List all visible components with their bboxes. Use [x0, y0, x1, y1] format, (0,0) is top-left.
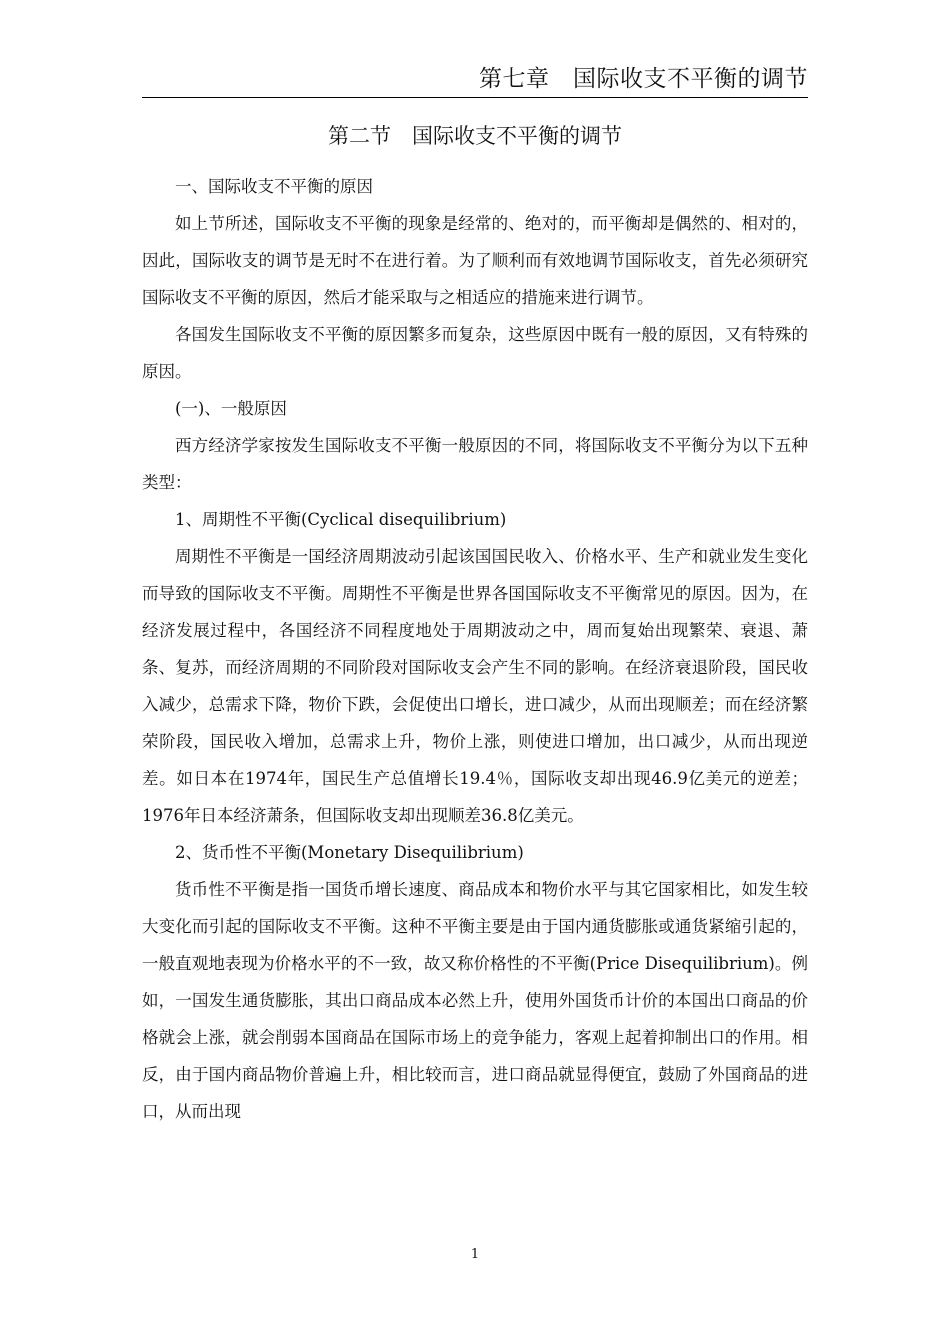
- page-number: 1: [470, 1247, 480, 1262]
- header-rule: [142, 97, 808, 98]
- paragraph-five-types: 西方经济学家按发生国际收支不平衡一般原因的不同，将国际收支不平衡分为以下五种类型：: [142, 436, 808, 492]
- heading-cyclical: 1、周期性不平衡(Cyclical disequilibrium): [175, 510, 507, 529]
- running-header-title: 第七章 国际收支不平衡的调节: [479, 66, 808, 92]
- heading-general-causes: (一)、一般原因: [175, 399, 287, 418]
- document-body: [142, 168, 808, 1130]
- heading-monetary: 2、货币性不平衡(Monetary Disequilibrium): [175, 843, 524, 862]
- paragraph-cyclical: 周期性不平衡是一国经济周期波动引起该国国民收入、价格水平、生产和就业发生变化而导致的国际收支不平衡。周期性不平衡是世界各国国际收支不平衡常见的原因。因为，在经济发展过程中，各国经济不同程度地处于周期波动之中，周而复始出现繁荣、衰退、萧条、复苏，而经济周期的不同阶段对国际收支会产生不同的影响。在经济衰退阶段，国民收入减少，总需求下降，物价下跌，会促使出口增长，进口减少，从而出现顺差；而在经济繁荣阶段，国民收入增加，总需求上升，物价上涨，则使进口增加，出口减少，从而出现逆差。如日本在1974年，国民生产总值增长19.4％，国际收支却出现46.9亿美元的逆差；1976年日本经济萧条，但国际收支却出现顺差36.8亿美元。: [142, 547, 808, 825]
- paragraph-intro: 如上节所述，国际收支不平衡的现象是经常的、绝对的，而平衡却是偶然的、相对的，因此，国际收支的调节是无时不在进行着。为了顺利而有效地调节国际收支，首先必须研究国际收支不平衡的原因，然后才能采取与之相适应的措施来进行调节。: [142, 214, 808, 307]
- section-title: 第二节 国际收支不平衡的调节: [328, 124, 622, 148]
- paragraph-causes-overview: 各国发生国际收支不平衡的原因繁多而复杂，这些原因中既有一般的原因，又有特殊的原因。: [142, 325, 808, 381]
- paragraph-monetary: 货币性不平衡是指一国货币增长速度、商品成本和物价水平与其它国家相比，如发生较大变化而引起的国际收支不平衡。这种不平衡主要是由于国内通货膨胀或通货紧缩引起的，一般直观地表现为价格水平的不一致，故又称价格性的不平衡(Price Disequilibrium)。例如，一国发生通货膨胀，其出口商品成本必然上升，使用外国货币计价的本国出口商品的价格就会上涨，就会削弱本国商品在国际市场上的竞争能力，客观上起着抑制出口的作用。相反，由于国内商品物价普遍上升，相比较而言，进口商品就显得便宜，鼓励了外国商品的进口，从而出现: [142, 880, 808, 1121]
- heading-causes: 一、国际收支不平衡的原因: [175, 177, 373, 196]
